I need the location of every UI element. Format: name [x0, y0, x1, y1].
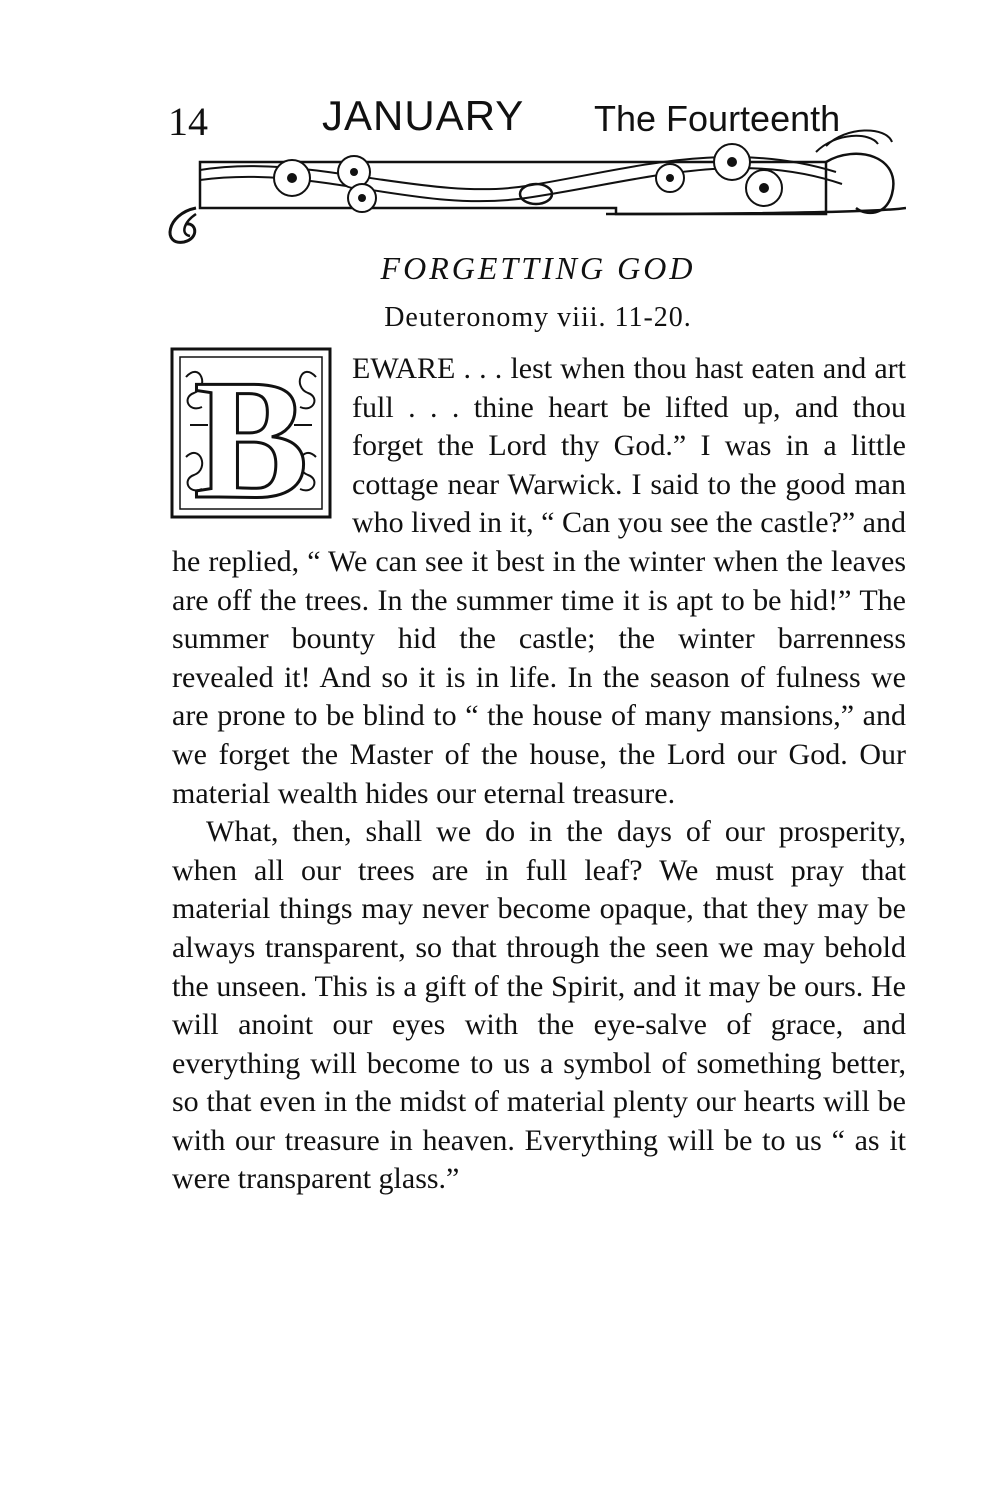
header-month: JANUARY [322, 92, 525, 139]
page-number: 14 [168, 99, 208, 144]
paragraph-1: EWARE . . . lest when thou hast eaten and art full . . . thine heart be lifted up, and thou forget the Lord thy God.” I was in a little cottage near Warwick. I said to the good man who lived in it, “ Can you see the castle?” and he replied, “ We can see it best in the winter when the leaves are off the trees. In the summer time it is apt to be hid!” The summer bounty hid the castle; the winter barrenness revealed it! And so it is in life. In the season of fulness we are prone to be blind to “ the house of many mansions,” and we forget the Master of the house, the Lord our God. Our material wealth hides our eternal treasure. [172, 352, 906, 810]
floral-banner-ornament [166, 118, 906, 250]
scripture-reference: Deuteronomy viii. 11-20. [384, 302, 692, 333]
header-day: The Fourteenth [594, 98, 841, 139]
section-title: FORGETTING GOD [380, 250, 696, 286]
drop-cap-letter: B [193, 347, 309, 519]
body-text [172, 350, 906, 1199]
paragraph-2: What, then, shall we do in the days of our prosperity, when all our trees are in full leaf? We must pray that material things may never become opaque, that they may be always transparent, so that through the seen we may behold the unseen. This is a gift of the Spirit, and it may be ours. He will anoint our eyes with the eye-salve of grace, and everything will become to us a symbol of something better, so that even in the midst of material plenty our hearts will be with our treasure in heaven. Everything will be to us “ as it were transparent glass.” [172, 815, 906, 1196]
